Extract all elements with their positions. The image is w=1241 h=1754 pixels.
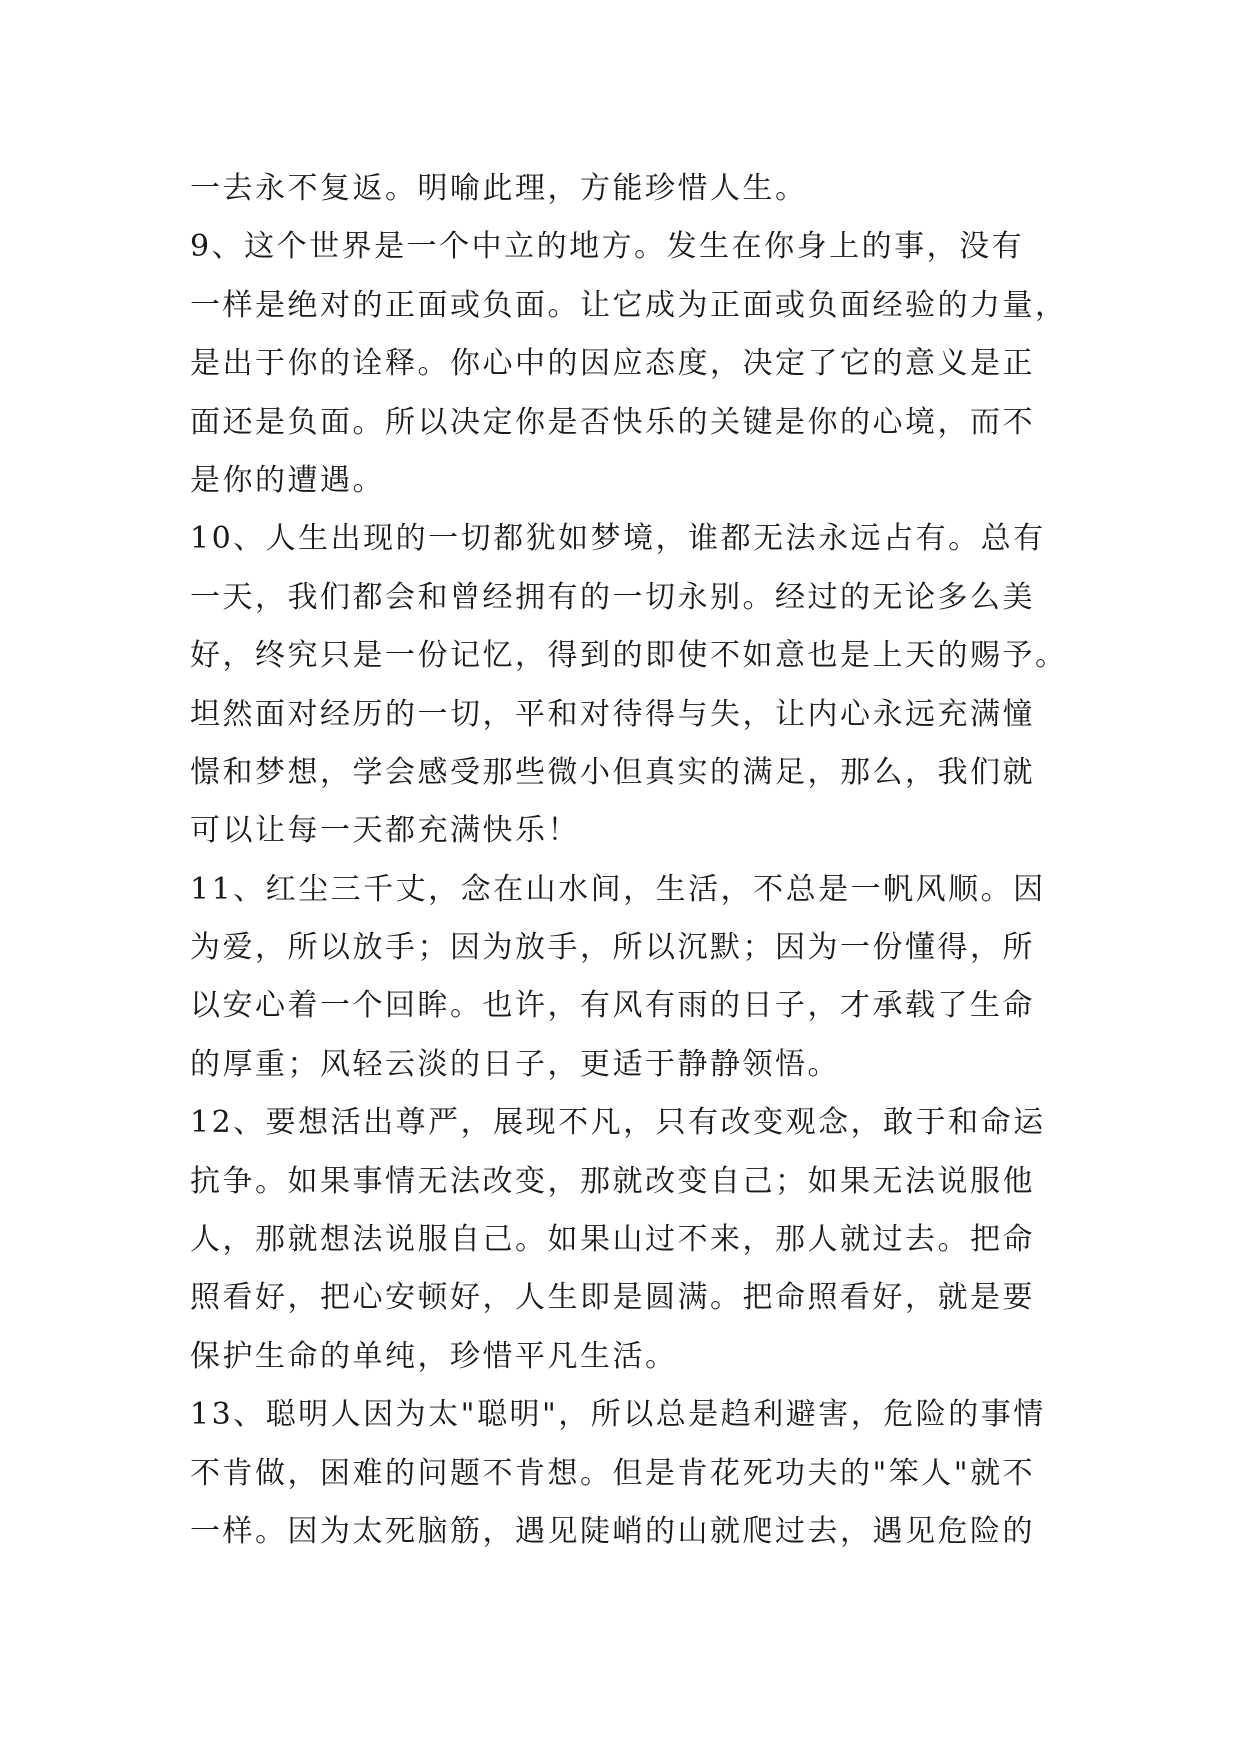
text-line: 9、这个世界是一个中立的地方。发生在你身上的事，没有 — [190, 229, 1025, 265]
text-line: 10、人生出现的一切都犹如梦境，谁都无法永远占有。总有 — [190, 521, 1046, 557]
text-line: 12、要想活出尊严，展现不凡，只有改变观念，敢于和命运 — [190, 1105, 1046, 1141]
text-line: 不肯做，困难的问题不肯想。但是肯花死功夫的"笨人"就不 — [190, 1455, 1036, 1491]
text-line: 照看好，把心安顿好，人生即是圆满。把命照看好，就是要 — [190, 1280, 1035, 1316]
text-line: 一去永不复返。明喻此理，方能珍惜人生。 — [190, 171, 808, 206]
text-line: 是你的遭遇。 — [190, 462, 385, 498]
text-line: 保护生命的单纯，珍惜平凡生活。 — [190, 1338, 678, 1374]
text-line: 面还是负面。所以决定你是否快乐的关键是你的心境，而不 — [190, 404, 1035, 440]
text-line: 一天，我们都会和曾经拥有的一切永别。经过的无论多么美 — [190, 579, 1035, 615]
text-line: 一样是绝对的正面或负面。让它成为正面或负面经验的力量， — [190, 287, 1068, 323]
document-body — [190, 160, 1090, 1561]
text-line: 13、聪明人因为太"聪明"，所以总是趋利避害，危险的事情 — [190, 1397, 1046, 1433]
text-line: 人，那就想法说服自己。如果山过不来，那人就过去。把命 — [190, 1222, 1035, 1258]
text-line: 11、红尘三千丈，念在山水间，生活，不总是一帆风顺。因 — [190, 871, 1046, 907]
text-line: 抗争。如果事情无法改变，那就改变自己；如果无法说服他 — [190, 1163, 1035, 1199]
text-line: 以安心着一个回眸。也许，有风有雨的日子，才承载了生命 — [190, 988, 1035, 1024]
text-line: 坦然面对经历的一切，平和对待得与失，让内心永远充满憧 — [190, 696, 1035, 732]
text-line: 憬和梦想，学会感受那些微小但真实的满足，那么，我们就 — [190, 754, 1035, 790]
text-line: 一样。因为太死脑筋，遇见陡峭的山就爬过去，遇见危险的 — [190, 1513, 1035, 1549]
text-line: 的厚重；风轻云淡的日子，更适于静静领悟。 — [190, 1046, 840, 1082]
text-line: 是出于你的诠释。你心中的因应态度，决定了它的意义是正 — [190, 346, 1035, 382]
text-line: 为爱，所以放手；因为放手，所以沉默；因为一份懂得，所 — [190, 930, 1035, 966]
text-line: 可以让每一天都充满快乐！ — [190, 813, 580, 849]
text-line: 好，终究只是一份记忆，得到的即使不如意也是上天的赐予。 — [190, 638, 1068, 674]
